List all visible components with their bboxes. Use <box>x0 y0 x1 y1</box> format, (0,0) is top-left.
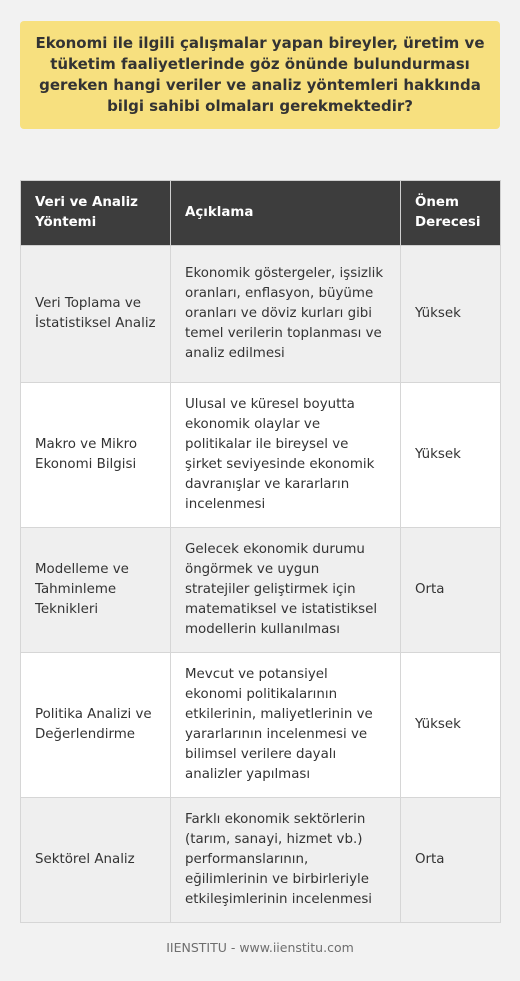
header-row <box>21 181 501 246</box>
cell-description: Ekonomik göstergeler, işsizlik oranları, enflasyon, büyüme oranları ve döviz kurları gibi temel verilerin toplanması ve analiz edilmesi <box>171 246 401 383</box>
table-row <box>21 798 501 923</box>
table-row <box>21 383 501 528</box>
analysis-table <box>20 180 501 923</box>
cell-importance: Yüksek <box>401 246 501 383</box>
cell-method: Veri Toplama ve İstatistiksel Analiz <box>21 246 171 383</box>
header-method: Veri ve Analiz Yöntemi <box>21 181 171 246</box>
cell-method: Modelleme ve Tahminleme Teknikleri <box>21 528 171 653</box>
cell-description: Mevcut ve potansiyel ekonomi politikalarının etkilerinin, maliyetlerinin ve yararlarının incelenmesi ve bilimsel verilere dayalı analizler yapılması <box>171 653 401 798</box>
header-description: Açıklama <box>171 181 401 246</box>
footer-credit: IIENSTITU - www.iienstitu.com <box>166 940 354 955</box>
cell-description: Gelecek ekonomik durumu öngörmek ve uygun stratejiler geliştirmek için matematiksel ve istatistiksel modellerin kullanılması <box>171 528 401 653</box>
table-body <box>21 246 501 923</box>
table-row <box>21 246 501 383</box>
cell-method: Sektörel Analiz <box>21 798 171 923</box>
table-row <box>21 653 501 798</box>
cell-description: Ulusal ve küresel boyutta ekonomik olaylar ve politikalar ile bireysel ve şirket seviyesinde ekonomik davranışlar ve kararların incelenmesi <box>171 383 401 528</box>
table-row <box>21 528 501 653</box>
cell-method: Makro ve Mikro Ekonomi Bilgisi <box>21 383 171 528</box>
cell-importance: Yüksek <box>401 383 501 528</box>
cell-method: Politika Analizi ve Değerlendirme <box>21 653 171 798</box>
cell-importance: Yüksek <box>401 653 501 798</box>
cell-importance: Orta <box>401 528 501 653</box>
cell-importance: Orta <box>401 798 501 923</box>
table-header <box>21 181 501 246</box>
header-importance: Önem Derecesi <box>401 181 501 246</box>
question-title: Ekonomi ile ilgili çalışmalar yapan bireyler, üretim ve tüketim faaliyetlerinde göz önünde bulundurması gereken hangi veriler ve analiz yöntemleri hakkında bilgi sahibi olmaları gerekmektedir? <box>35 34 485 115</box>
cell-description: Farklı ekonomik sektörlerin (tarım, sanayi, hizmet vb.) performanslarının, eğilimlerinin ve birbirleriyle etkileşimlerinin incelenmesi <box>171 798 401 923</box>
question-banner <box>20 21 500 129</box>
